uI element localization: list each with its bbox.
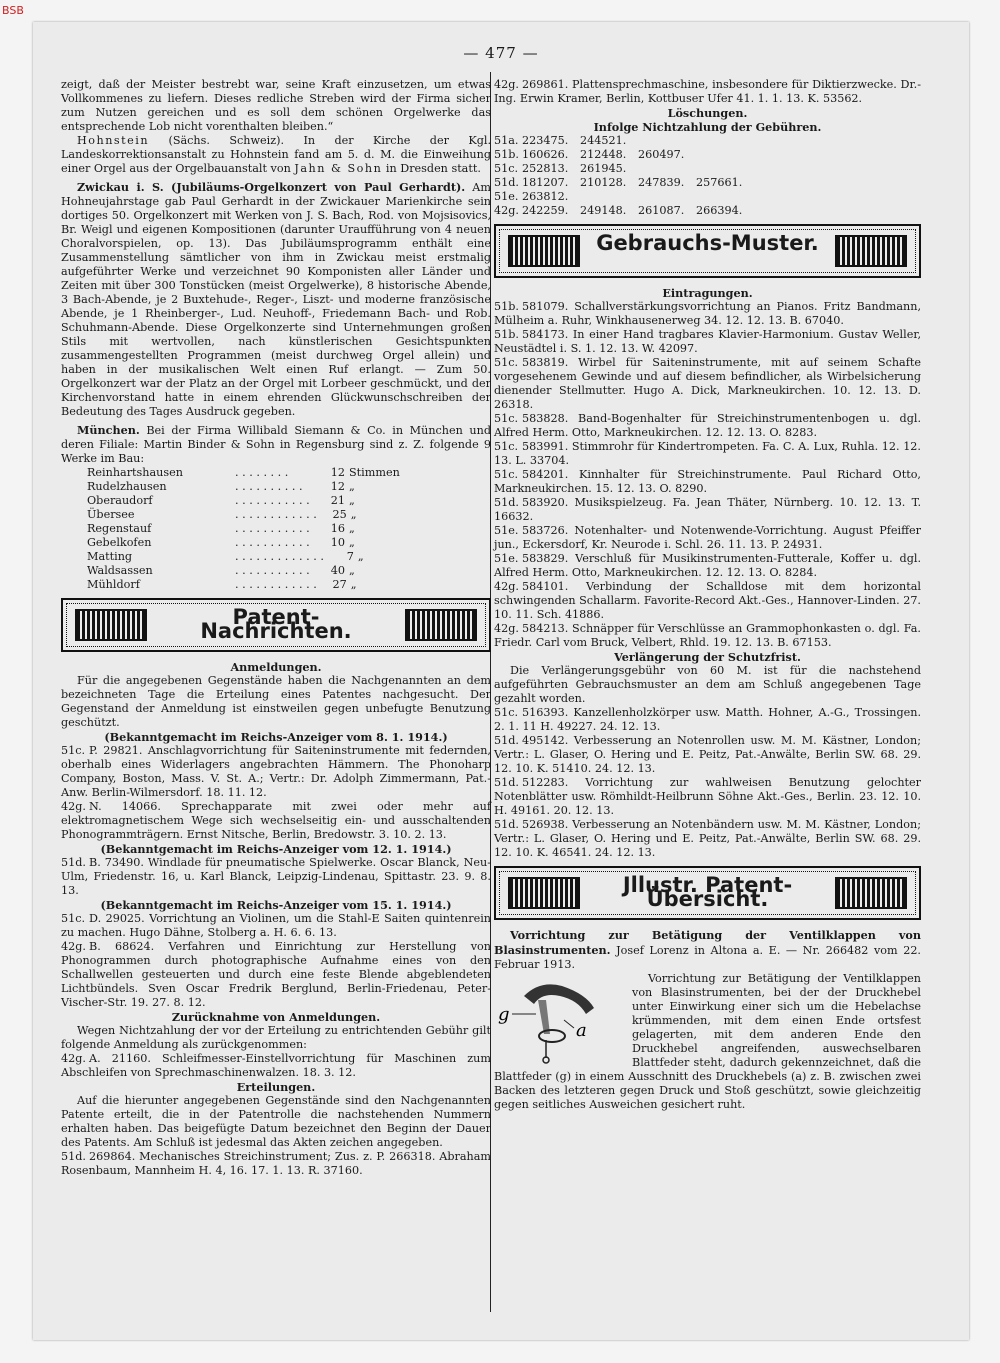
utility-entry: 51e. 583829. Verschluß für Musikinstrumenten-Futterale, Koffer u. dgl. Alfred Herm. Otto, Markneukirchen. 12. 12. 13. O. 8284. [494,552,921,579]
patent-entry: 51c. P. 29821. Anschlagvorrichtung für Saiteninstrumente mit federnden, oberhalb eines Widerlagers angebrachten Hämmern. The Phonoharp Company, Boston, Mass. V. St. A.; Vertr.: Dr. Adolph Zimmermann, Pat.-Anw. Berlin-Wilmersdorf. 18. 11. 12. [61,744,491,799]
utility-entry: 42g. 584213. Schnäpper für Verschlüsse an Grammophonkasten o. dgl. Fa. Friedr. Carl vom Bruck, Velbert, Rhld. 19. 12. 13. B. 67153. [494,622,921,649]
illustrated-patent-banner [494,866,921,920]
muenchen-paragraph [61,423,491,466]
list-item: Waldsassen . . . . . . . . . . . 40 „ [87,564,355,577]
zwickau-heading: Zwickau i. S. (Jubiläums-Orgelkonzert von Paul Gerhardt). [77,180,466,194]
table-row: 51a. 223475. 244521. [494,134,627,147]
section-heading: Verlängerung der Schutzfrist. [614,650,801,664]
banner-title: Jllustr. Patent-Übersicht. [622,873,793,911]
right-column [494,78,921,1112]
list-item: Mühldorf . . . . . . . . . . . . 27 „ [87,578,357,591]
ornament-block-icon [835,235,907,267]
ornament-block-icon [835,877,907,909]
utility-entry: 51b. 581079. Schallverstärkungsvorrichtung an Pianos. Fritz Bandmann, Mülheim a. Ruhr, Winkhausenerweg 34. 12. 12. 13. B. 67040. [494,300,921,327]
zwickau-text: Am Hohneujahrstage gab Paul Gerhardt in der Zwickauer Marienkirche sein dortiges 50. Orgelkonzert mit Werken von J. S. Bach, Rod. von Mojsisovics, Br. Weigl und eigenen Kompositionen (darunter Uraufführung von 4 neuen Choralvorspielen, op. 13). Das Jubiläumsprogramm enthält eine Zusammenstellung sämtlicher von ihm in Zwickau meist erstmalig aufgeführter Werke und verzeichnet 90 Komponisten aller Länder und Zeiten mit über 300 Tonstücken (meist Orgelwerke), 8 historische Abende, 3 Bach-Abende, je 2 Buxtehude-, Reger-, Liszt- und moderne französische Abende, je 1 Rheinberger-, Lud. Neuhoff-, Friedemann Bach- und Rob. Schuhmann-Abende. Diese Orgelkonzerte sind Unternehmungen großen Stils mit wertvollen, nach künstlerischen Gesichtspunkten zusammengestellten Programmen (meist durchweg Orgel allein) und haben in der musikalischen Welt einen Ruf erlangt. — Zum 50. Orgelkonzert war der Platz an der Orgel mit Lorbeer geschmückt, und der Kirchenvorstand hatte in einem ehrenden Glückwunschschreiben der Bedeutung des Tages Ausdruck gegeben. [61,181,491,418]
banner-title: Patent-Nachrichten. [200,605,352,643]
label-a: a [576,1020,587,1041]
label-g: g [498,1004,510,1025]
paragraph: Wegen Nichtzahlung der vor der Erteilung zu entrichtenden Gebühr gilt folgende Anmeldung als zurückgenommen: [61,1024,491,1051]
list-item: Rudelzhausen . . . . . . . . . . 12 „ [87,480,355,493]
valve-lever-figure [494,974,624,1066]
ornament-block-icon [75,609,147,641]
section-heading: Zurücknahme von Anmeldungen. [171,1010,381,1024]
utility-entry: 51e. 583726. Notenhalter- und Notenwende-Vorrichtung. August Pfeiffer jun., Eckersdorf, Kr. Neurode i. Schl. 26. 11. 13. P. 24931. [494,524,921,551]
muenchen-text: Bei der Firma Willibald Siemann & Co. in München und deren Filiale: Martin Binder & Sohn in Regensburg sind z. Z. folgende 9 Werke im Bau: [61,424,491,465]
utility-entry: 51c. 583828. Band-Bogenhalter für Streichinstrumentenbogen u. dgl. Alfred Herm. Otto, Markneukirchen. 12. 12. 13. O. 8283. [494,412,921,439]
patent-entry: 51c. D. 29025. Vorrichtung an Violinen, um die Stahl-E Saiten quintenrein zu machen. Hugo Dähne, Stolberg a. H. 6. 6. 13. [61,912,491,939]
illustrated-patent-text: Vorrichtung zur Betätigung der Ventilklappen von Blasinstrumenten, bei der der Druckhebel unter Einwirkung einer sich um die Hebelachse krümmenden, mit dem einen Ende ortsfest gelagerten, mit dem anderen Ende den Druckhebel angreifenden, auswechselbaren Blattfeder steht, dadurch gekennzeichnet, daß die Blattfeder (g) in einem Ausschnitt des Druckhebels (a) z. B. zwischen zwei Backen des letzteren gegen Druck und Stoß geschützt, sowie gleichzeitig gegen seitliches Ausweichen gesichert ruht. [494,972,921,1111]
hohnstein-firm: Jahn & Sohn [294,162,383,175]
banner-title: Gebrauchs-Muster. [596,231,819,255]
utility-model-banner [494,224,921,278]
announcement-line: (Bekanntgemacht im Reichs-Anzeiger vom 12. 1. 1914.) [100,842,452,856]
section-heading: Löschungen. [667,106,748,120]
table-row: 51e. 263812. [494,190,569,203]
patent-entry: 42g. N. 14066. Sprechapparate mit zwei oder mehr auf elektromagnetischem Wege sich wechselseitig ein- und ausschaltenden Phonogrammträgern. Ernst Nitsche, Berlin, Bredowstr. 3. 10. 2. 13. [61,800,491,841]
list-item: Oberaudorf . . . . . . . . . . . 21 „ [87,494,355,507]
extension-entry: 51d. 512283. Vorrichtung zur wahlweisen Benutzung gelochter Notenblätter usw. Römhildt-Heilbrunn Söhne Akt.-Ges., Berlin. 23. 12. 10. H. 49161. 20. 12. 13. [494,776,921,817]
extension-entry: 51d. 495142. Verbesserung an Notenrollen usw. M. M. Kästner, London; Vertr.: L. Glaser, O. Hering und E. Peitz, Pat.-Anwälte, Berlin SW. 68. 29. 12. 10. K. 51410. 24. 12. 13. [494,734,921,775]
paragraph: Für die angegebenen Gegenstände haben die Nachgenannten an dem bezeichneten Tage die Erteilung eines Patentes nachgesucht. Der Gegenstand der Anmeldung ist einstweilen gegen unbefugte Benutzung geschützt. [61,674,491,729]
section-subheading: Infolge Nichtzahlung der Gebühren. [593,120,822,134]
list-item: Gebelkofen . . . . . . . . . . . 10 „ [87,536,355,549]
valve-lever-drawing-icon [494,974,624,1066]
utility-entry: 42g. 584101. Verbindung der Schalldose mit dem horizontal schwingenden Schallarm. Favorite-Record Akt.-Ges., Hannover-Linden. 27. 10. 11. Sch. 41886. [494,580,921,621]
extension-entry: 51c. 516393. Kanzellenholzkörper usw. Matth. Hohner, A.-G., Trossingen. 2. 1. 11 H. 49227. 24. 12. 13. [494,706,921,733]
illustrated-patent-heading: Vorrichtung zur Betätigung der Ventilklappen von Blasinstrumenten. Josef Lorenz in Altona a. E. — Nr. 266482 vom 22. Februar 1913. [494,928,921,971]
hohnstein-text: (Sächs. Schweiz). In der Kirche der Kgl. Landeskorrektionsanstalt zu Hohnstein fand am 5. d. M. die Einweihung einer Orgel aus der Orgelbauanstalt von [61,134,491,175]
list-item: Reinhartshausen . . . . . . . . 12 Stimmen [87,466,400,479]
paragraph: Die Verlängerungsgebühr von 60 M. ist für die nachstehend aufgeführten Gebrauchsmuster an dem am Schluß angegebenen Tage gezahlt worden. [494,664,921,705]
utility-entry: 51c. 583819. Wirbel für Saiteninstrumente, mit auf seinem Schafte vorgesehenem Gewinde und auf diesem befindlicher, als Wirbelsicherung dienender Stellmutter. Hugo A. Dick, Markneukirchen. 10. 12. 13. D. 26318. [494,356,921,411]
hohnstein-place: Hohnstein [77,134,150,147]
extension-entry: 51d. 526938. Verbesserung an Notenbändern usw. M. M. Kästner, London; Vertr.: L. Glaser, O. Hering und E. Peitz, Pat.-Anwälte, Berlin SW. 68. 29. 12. 10. K. 46541. 24. 12. 13. [494,818,921,859]
patent-entry: 42g. B. 68624. Verfahren und Einrichtung zur Herstellung von Phonogrammen durch photographische Aufnahme eines von den Schallwellen gesteuerten und durch eine feste Blende abgeblendeten Lichtbündels. Sven Oscar Fredrik Berglund, Berlin-Friedenau, Peter-Vischer-Str. 19. 27. 8. 12. [61,940,491,1009]
zwickau-paragraph [61,180,491,419]
announcement-line: (Bekanntgemacht im Reichs-Anzeiger vom 15. 1. 1914.) [100,898,452,912]
hohnstein-paragraph [61,134,491,176]
patent-news-banner [61,598,491,652]
newspaper-page [33,22,969,1340]
announcement-line: (Bekanntgemacht im Reichs-Anzeiger vom 8. 1. 1914.) [104,730,448,744]
organ-works-list [87,466,491,592]
library-watermark: BSB [2,4,24,17]
section-heading: Anmeldungen. [230,660,322,674]
intro-paragraph: zeigt, daß der Meister bestrebt war, seine Kraft einzusetzen, um etwas Vollkommenes zu liefern. Dieses redliche Streben wird der Firma sicher zum Nutzen gereichen und es soll dem schönen Orgelwerke das entsprechende Lob nicht vorenthalten bleiben.“ [61,78,491,133]
paragraph: Auf die hierunter angegebenen Gegenstände sind den Nachgenannten Patente erteilt, die in der Patentrolle die nachstehenden Nummern erhalten haben. Das beigefügte Datum bezeichnet den Beginn der Dauer des Patents. Am Schluß ist jedesmal das Akten zeichen angegeben. [61,1094,491,1149]
patent-entry: 42g. 269861. Plattensprechmaschine, insbesondere für Diktierzwecke. Dr.-Ing. Erwin Kramer, Berlin, Kottbuser Ufer 41. 1. 1. 13. K. 53562. [494,78,921,105]
patent-entry: 51d. B. 73490. Windlade für pneumatische Spielwerke. Oscar Blanck, Neu-Ulm, Friedenstr. 16, u. Karl Blanck, Leipzig-Lindenau, Spittastr. 23. 9. 8. 13. [61,856,491,897]
table-row: 51d. 181207. 210128. 247839. 257661. [494,176,743,189]
left-column [61,78,491,1178]
ornament-block-icon [405,609,477,641]
table-row: 51b. 160626. 212448. 260497. [494,148,685,161]
muenchen-heading: München. [77,423,140,437]
list-item: Matting . . . . . . . . . . . . . 7 „ [87,550,364,563]
list-item: Übersee . . . . . . . . . . . . 25 „ [87,508,357,521]
deletions-table [494,134,921,218]
section-heading: Erteilungen. [236,1080,316,1094]
hohnstein-end: in Dresden statt. [382,162,481,175]
utility-entry: 51b. 584173. In einer Hand tragbares Klavier-Harmonium. Gustav Weller, Neustädtel i. S. 1. 12. 13. W. 42097. [494,328,921,355]
utility-entry: 51c. 584201. Kinnhalter für Streichinstrumente. Paul Richard Otto, Markneukirchen. 15. 12. 13. O. 8290. [494,468,921,495]
utility-entry: 51c. 583991. Stimmrohr für Kindertrompeten. Fa. C. A. Lux, Ruhla. 12. 12. 13. L. 33704. [494,440,921,467]
list-item: Regenstauf . . . . . . . . . . . 16 „ [87,522,355,535]
patent-entry: 51d. 269864. Mechanisches Streichinstrument; Zus. z. P. 266318. Abraham Rosenbaum, Mannheim H. 4, 16. 17. 1. 13. R. 37160. [61,1150,491,1177]
ornament-block-icon [508,877,580,909]
ornament-block-icon [508,235,580,267]
table-row: 42g. 242259. 249148. 261087. 266394. [494,204,743,217]
patent-entry: 42g. A. 21160. Schleifmesser-Einstellvorrichtung für Maschinen zum Abschleifen von Sprechmaschinenwalzen. 18. 3. 12. [61,1052,491,1079]
page-number: — 477 — [463,44,539,62]
section-heading: Eintragungen. [662,286,753,300]
utility-entry: 51d. 583920. Musikspielzeug. Fa. Jean Thäter, Nürnberg. 10. 12. 13. T. 16632. [494,496,921,523]
table-row: 51c. 252813. 261945. [494,162,627,175]
